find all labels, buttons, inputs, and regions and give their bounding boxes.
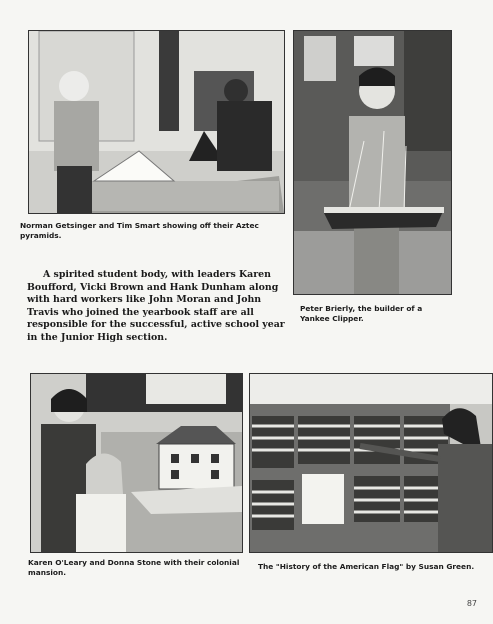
page-number: 87 bbox=[466, 599, 477, 608]
photo-history-american-flag bbox=[249, 373, 493, 553]
caption-yankee-clipper: Peter Brierly, the builder of a Yankee Clipper. bbox=[300, 304, 423, 323]
body-paragraph: A spirited student body, with leaders Karen Boufford, Vicki Brown and Hank Dunham along with hard workers like John Moran and John Travis who joined the yearbook staff are all responsible for the successful, active school year in the Junior High section. bbox=[27, 269, 285, 343]
photo-colonial-mansion-image bbox=[31, 374, 242, 552]
photo-history-american-flag-image bbox=[250, 374, 492, 552]
caption-history-american-flag: The "History of the American Flag" by Susan Green. bbox=[258, 562, 475, 571]
photo-yankee-clipper bbox=[293, 30, 452, 295]
photo-colonial-mansion bbox=[30, 373, 243, 553]
photo-aztec-pyramids bbox=[28, 30, 285, 214]
photo-yankee-clipper-image bbox=[294, 31, 451, 294]
caption-colonial-mansion: Karen O'Leary and Donna Stone with their colonial mansion. bbox=[28, 558, 240, 577]
caption-aztec-pyramids: Norman Getsinger and Tim Smart showing off their Aztec pyramids. bbox=[20, 221, 259, 240]
photo-aztec-pyramids-image bbox=[29, 31, 284, 213]
